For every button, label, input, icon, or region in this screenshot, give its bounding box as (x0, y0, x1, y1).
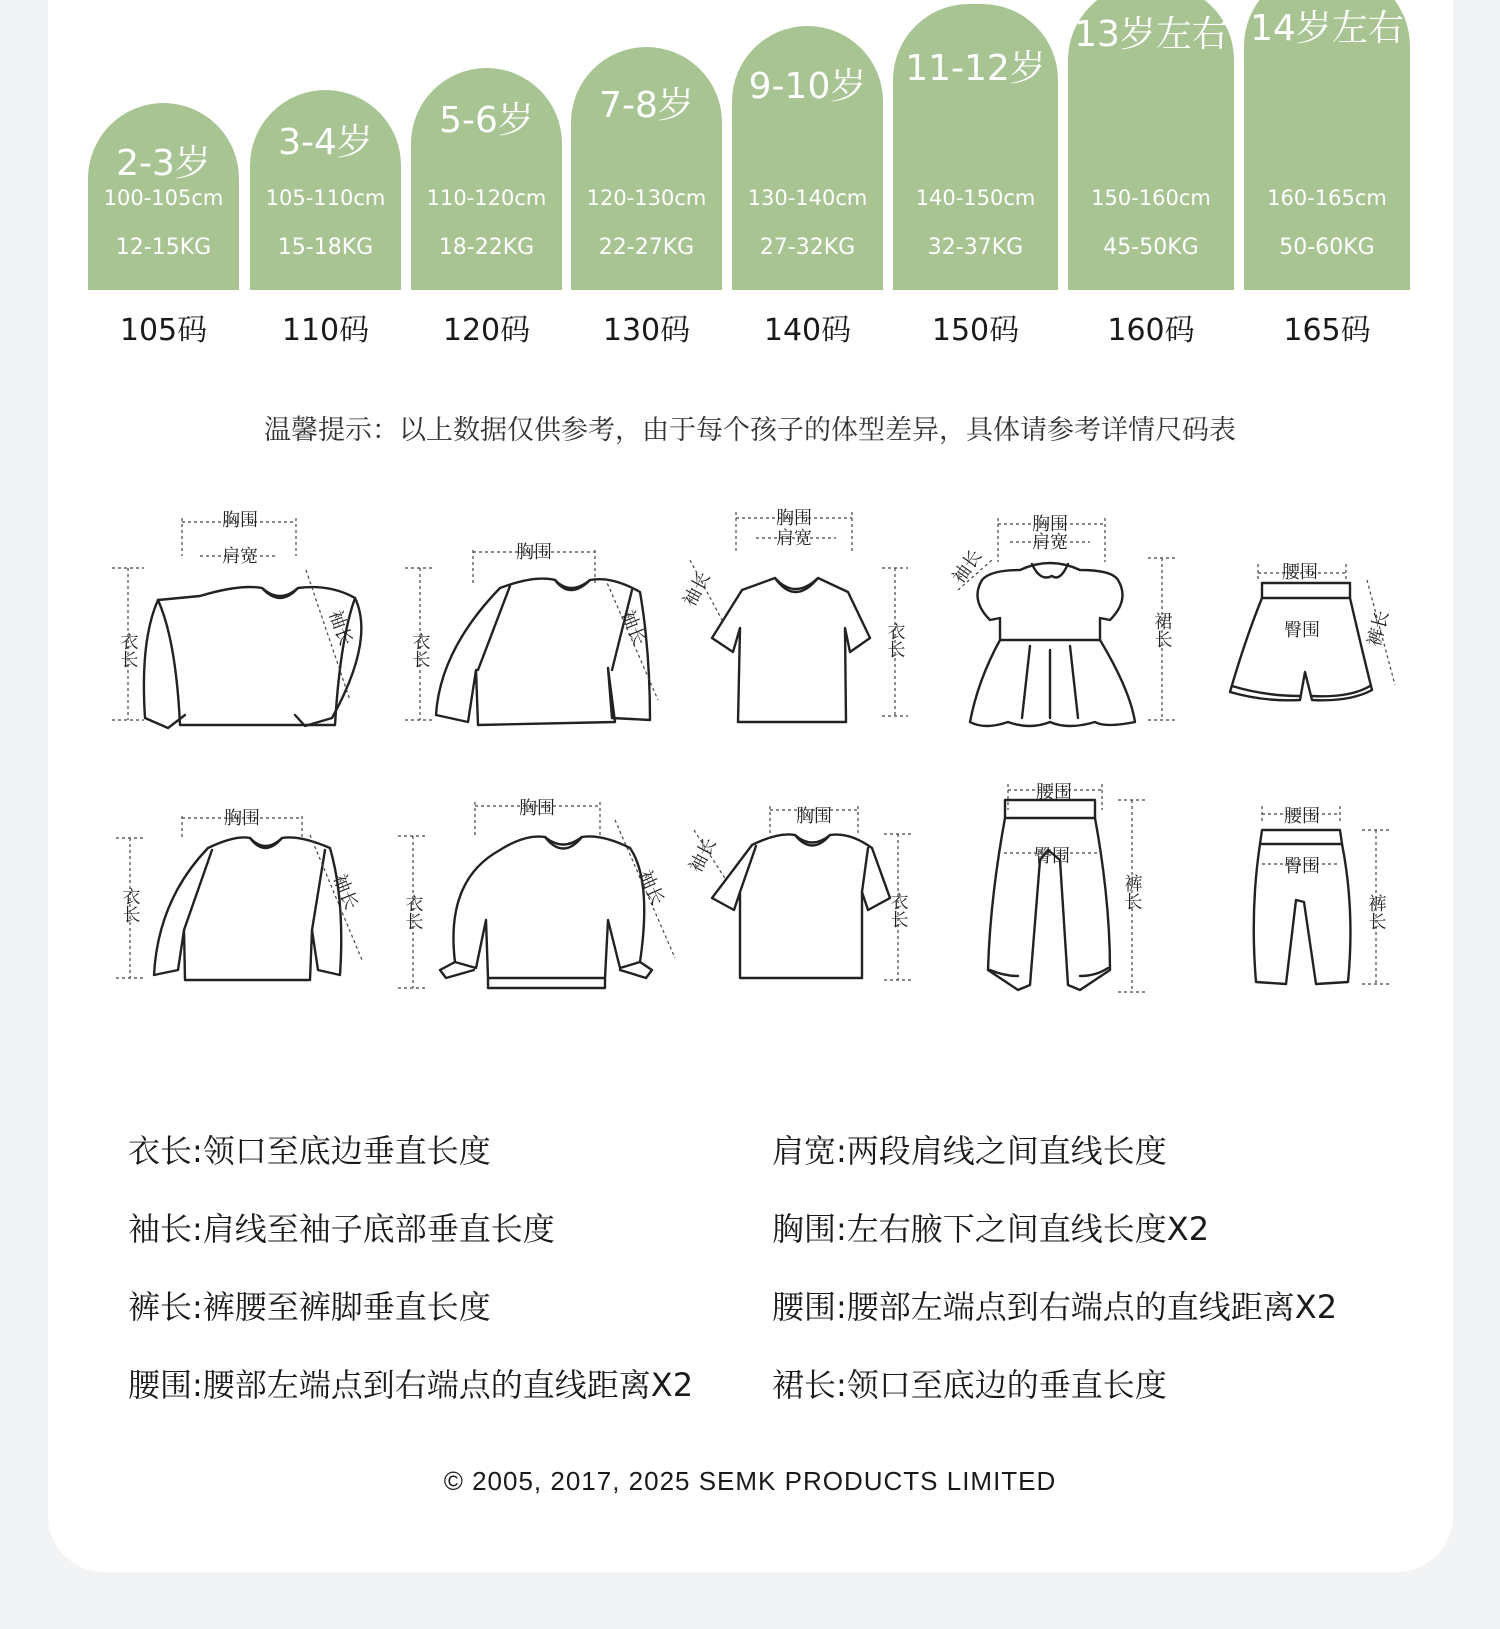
waist-label: 腰围 (1282, 562, 1318, 583)
definition-item: 裤长:裤腰至裤脚垂直长度 (128, 1288, 491, 1326)
chest-label: 胸围 (776, 508, 812, 529)
size-arch (571, 47, 722, 290)
size-code: 110码 (281, 313, 370, 348)
size-code: 105码 (119, 313, 208, 348)
sleeve-label: 袖长 (948, 546, 987, 588)
height-range: 150-160cm (1091, 186, 1211, 210)
height-range: 120-130cm (586, 186, 707, 210)
chest-label: 胸围 (1032, 514, 1068, 535)
definition-item: 胸围:左右腋下之间直线长度X2 (772, 1210, 1210, 1248)
size-column (411, 0, 562, 348)
age-label: 2-3岁 (116, 143, 211, 184)
pants-length-label: 裤长 (1121, 874, 1143, 910)
size-chart (0, 0, 1500, 360)
age-label: 7-8岁 (599, 85, 694, 126)
shorts-diagram (1230, 583, 1372, 700)
age-label: 9-10岁 (748, 66, 867, 107)
size-arch (250, 90, 401, 290)
waist-label: 腰围 (1284, 806, 1320, 827)
size-column (1244, 0, 1410, 348)
size-column (88, 0, 239, 348)
size-code: 140码 (763, 313, 852, 348)
length-label: 衣长 (887, 892, 909, 928)
chest-label: 胸围 (224, 808, 260, 829)
size-arch (732, 26, 883, 290)
length-label: 衣长 (402, 894, 424, 930)
size-column (732, 0, 883, 348)
size-arch (1068, 0, 1234, 290)
tshirt-diagram (712, 578, 870, 722)
sleeve-label: 袖长 (616, 607, 650, 649)
size-code: 150码 (931, 313, 1020, 348)
dress-diagram (970, 563, 1135, 726)
size-code: 120码 (442, 313, 531, 348)
shoulder-label: 肩宽 (1032, 532, 1068, 553)
raglan-short-tee-diagram (712, 834, 890, 978)
hip-label: 臀围 (1284, 620, 1320, 641)
weight-range: 45-50KG (1103, 235, 1199, 260)
weight-range: 18-22KG (438, 235, 535, 260)
age-label: 14岁左右 (1250, 8, 1404, 49)
size-code: 165码 (1283, 313, 1371, 348)
size-column (571, 0, 722, 348)
size-arch (1244, 0, 1410, 290)
size-arch (88, 103, 239, 290)
size-column (250, 0, 401, 348)
length-label: 衣长 (884, 622, 906, 658)
height-range: 130-140cm (747, 186, 868, 210)
age-label: 11-12岁 (905, 48, 1046, 89)
shoulder-label: 肩宽 (776, 528, 812, 549)
chest-label: 胸围 (222, 510, 258, 531)
weight-range: 50-60KG (1279, 235, 1375, 260)
weight-range: 22-27KG (598, 235, 695, 260)
weight-range: 12-15KG (115, 235, 212, 260)
definition-item: 衣长:领口至底边垂直长度 (128, 1132, 491, 1170)
chest-label: 胸围 (516, 542, 552, 563)
shoulder-label: 肩宽 (222, 546, 258, 567)
age-label: 5-6岁 (439, 100, 534, 141)
definition-item: 肩宽:两段肩线之间直线长度 (772, 1132, 1167, 1170)
sweatshirt-diagram (440, 836, 652, 988)
height-range: 100-105cm (103, 186, 224, 210)
sleeve-label: 袖长 (685, 834, 721, 877)
weight-range: 32-37KG (927, 235, 1024, 260)
pants-length-label: 裤长 (1365, 894, 1387, 930)
definition-item: 腰围:腰部左端点到右端点的直线距离X2 (772, 1288, 1338, 1326)
age-label: 13岁左右 (1074, 14, 1228, 55)
hip-label: 臀围 (1284, 856, 1320, 877)
size-column (893, 0, 1058, 348)
size-arch (893, 4, 1058, 290)
raglan-sweater-diagram (436, 579, 650, 725)
raglan-tee-diagram (154, 837, 341, 980)
size-code: 160码 (1107, 313, 1195, 348)
chest-label: 胸围 (519, 798, 555, 819)
hip-label: 臀围 (1034, 846, 1070, 867)
height-range: 105-110cm (265, 186, 386, 210)
sleeve-label: 袖长 (679, 568, 715, 611)
leggings-diagram (1254, 830, 1351, 984)
weight-range: 27-32KG (759, 235, 856, 260)
sweater-diagram (144, 587, 361, 728)
skirt-length-label: 裙长 (1151, 612, 1173, 648)
length-label: 衣长 (119, 887, 141, 923)
jogger-pants-diagram (988, 800, 1110, 990)
chest-label: 胸围 (796, 806, 832, 827)
size-tip: 温馨提示：以上数据仅供参考，由于每个孩子的体型差异，具体请参考详情尺码表 (264, 415, 1236, 446)
definition-item: 腰围:腰部左端点到右端点的直线距离X2 (128, 1366, 694, 1404)
height-range: 160-165cm (1267, 186, 1387, 210)
height-range: 140-150cm (915, 186, 1036, 210)
weight-range: 15-18KG (277, 235, 374, 260)
length-label: 衣长 (409, 632, 431, 668)
size-code: 130码 (602, 313, 691, 348)
copyright-notice: © 2005, 2017, 2025 SEMK PRODUCTS LIMITED (443, 1466, 1057, 1496)
sleeve-label: 袖长 (328, 871, 362, 913)
measurement-diagrams (0, 500, 1500, 1060)
size-column (1068, 0, 1234, 348)
height-range: 110-120cm (426, 186, 547, 210)
waist-label: 腰围 (1036, 782, 1072, 803)
length-label: 衣长 (117, 632, 139, 668)
size-arch (411, 68, 562, 290)
pants-length-label: 裤长 (1363, 608, 1394, 649)
definition-item: 裙长:领口至底边的垂直长度 (772, 1366, 1167, 1404)
sleeve-label: 袖长 (634, 867, 668, 909)
age-label: 3-4岁 (278, 122, 373, 163)
definition-item: 袖长:肩线至袖子底部垂直长度 (128, 1210, 555, 1248)
sleeve-label: 袖长 (324, 607, 357, 649)
